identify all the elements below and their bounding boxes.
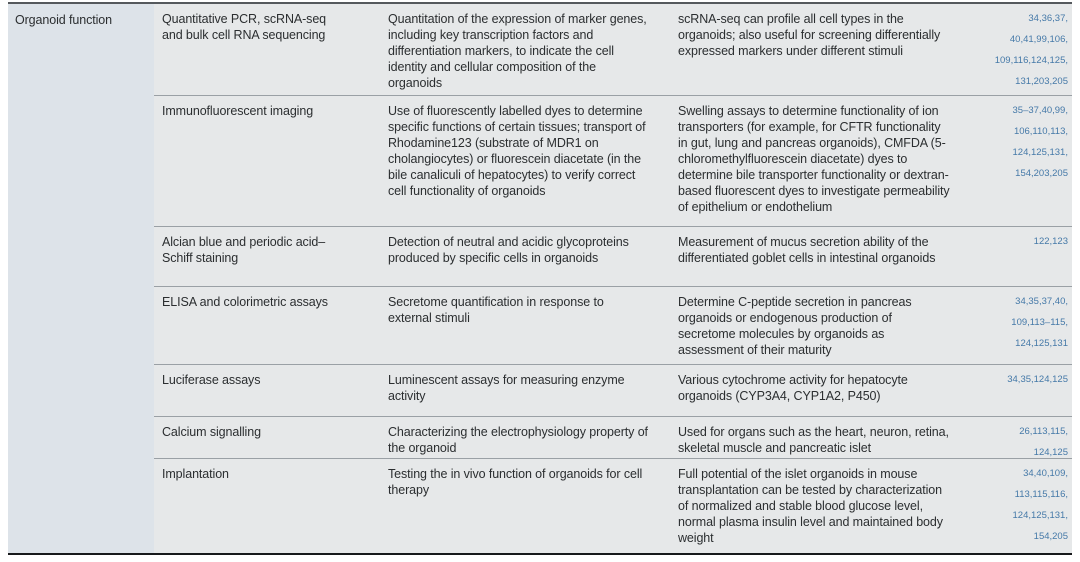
application-cell: Various cytochrome activity for hepatocyte organoids (CYP3A4, CYP1A2, P450) — [678, 373, 908, 403]
method-cell: Luciferase assays — [162, 373, 261, 387]
application-cell: Determine C-peptide secretion in pancreas organoids or endogenous production of secretome molecules by organoids as assessment of their maturity — [678, 295, 912, 357]
table-row — [154, 226, 1072, 286]
reference-citations[interactable]: 122,123 — [1033, 236, 1068, 247]
application-cell: Used for organs such as the heart, neuron, retina, skeletal muscle and pancreatic islet — [678, 425, 949, 455]
reference-citations[interactable]: 34,40,109, 113,115,116, 124,125,131, 154,205 — [1012, 468, 1068, 542]
table-row — [154, 286, 1072, 364]
method-cell: Implantation — [162, 467, 229, 481]
table-row — [154, 458, 1072, 553]
table-body — [154, 4, 1072, 553]
method-cell: Alcian blue and periodic acid–Schiff staining — [162, 235, 326, 265]
description-cell: Characterizing the electrophysiology property of the organoid — [388, 425, 648, 455]
application-cell: Measurement of mucus secretion ability of the differentiated goblet cells in intestinal organoids — [678, 235, 936, 265]
description-cell: Detection of neutral and acidic glycoproteins produced by specific cells in organoids — [388, 235, 629, 265]
application-cell: Swelling assays to determine functionality of ion transporters (for example, for CFTR functionality in gut, lung and pancreas organoids), CMFDA (5-chloromethylfluorescein diacetate) dyes to determine bile transporter functionality or dextran-based fluorescent dyes to investigate permeability of epithelium or endothelium — [678, 104, 950, 214]
description-cell: Luminescent assays for measuring enzyme activity — [388, 373, 625, 403]
table-row — [154, 416, 1072, 458]
description-cell: Secretome quantification in response to external stimuli — [388, 295, 604, 325]
row-group-label: Organoid function — [8, 4, 154, 553]
reference-citations[interactable]: 34,35,124,125 — [1007, 374, 1068, 385]
organoid-function-table — [8, 2, 1072, 555]
table-row — [154, 364, 1072, 416]
description-cell: Quantitation of the expression of marker genes, including key transcription factors and differentiation markers, to indicate the cell identity and cellular composition of the organoids — [388, 12, 647, 90]
description-cell: Use of fluorescently labelled dyes to determine specific functions of certain tissues; transport of Rhodamine123 (substrate of MDR1 on cholangiocytes) or fluorescein diacetate (in the bile canaliculi of hepatocytes) to verify correct cell functionality of organoids — [388, 104, 646, 198]
table-row — [154, 4, 1072, 95]
method-cell: Quantitative PCR, scRNA-seq and bulk cell RNA sequencing — [162, 12, 327, 42]
application-cell: Full potential of the islet organoids in mouse transplantation can be tested by characterization of normalized and stable blood glucose level, normal plasma insulin level and maintained body weight — [678, 467, 943, 545]
description-cell: Testing the in vivo function of organoids for cell therapy — [388, 467, 643, 497]
table-row — [154, 95, 1072, 226]
reference-citations[interactable]: 34,36,37, 40,41,99,106, 109,116,124,125, 131,203,205 — [994, 13, 1068, 87]
application-cell: scRNA-seq can profile all cell types in the organoids; also useful for screening differentially expressed markers under different stimuli — [678, 12, 941, 58]
reference-citations[interactable]: 34,35,37,40, 109,113–115, 124,125,131 — [1011, 296, 1068, 349]
method-cell: ELISA and colorimetric assays — [162, 295, 328, 309]
method-cell: Immunofluorescent imaging — [162, 104, 314, 118]
reference-citations[interactable]: 26,113,115, 124,125 — [1019, 426, 1068, 458]
method-cell: Calcium signalling — [162, 425, 261, 439]
reference-citations[interactable]: 35–37,40,99, 106,110,113, 124,125,131, 154,203,205 — [1012, 105, 1068, 179]
